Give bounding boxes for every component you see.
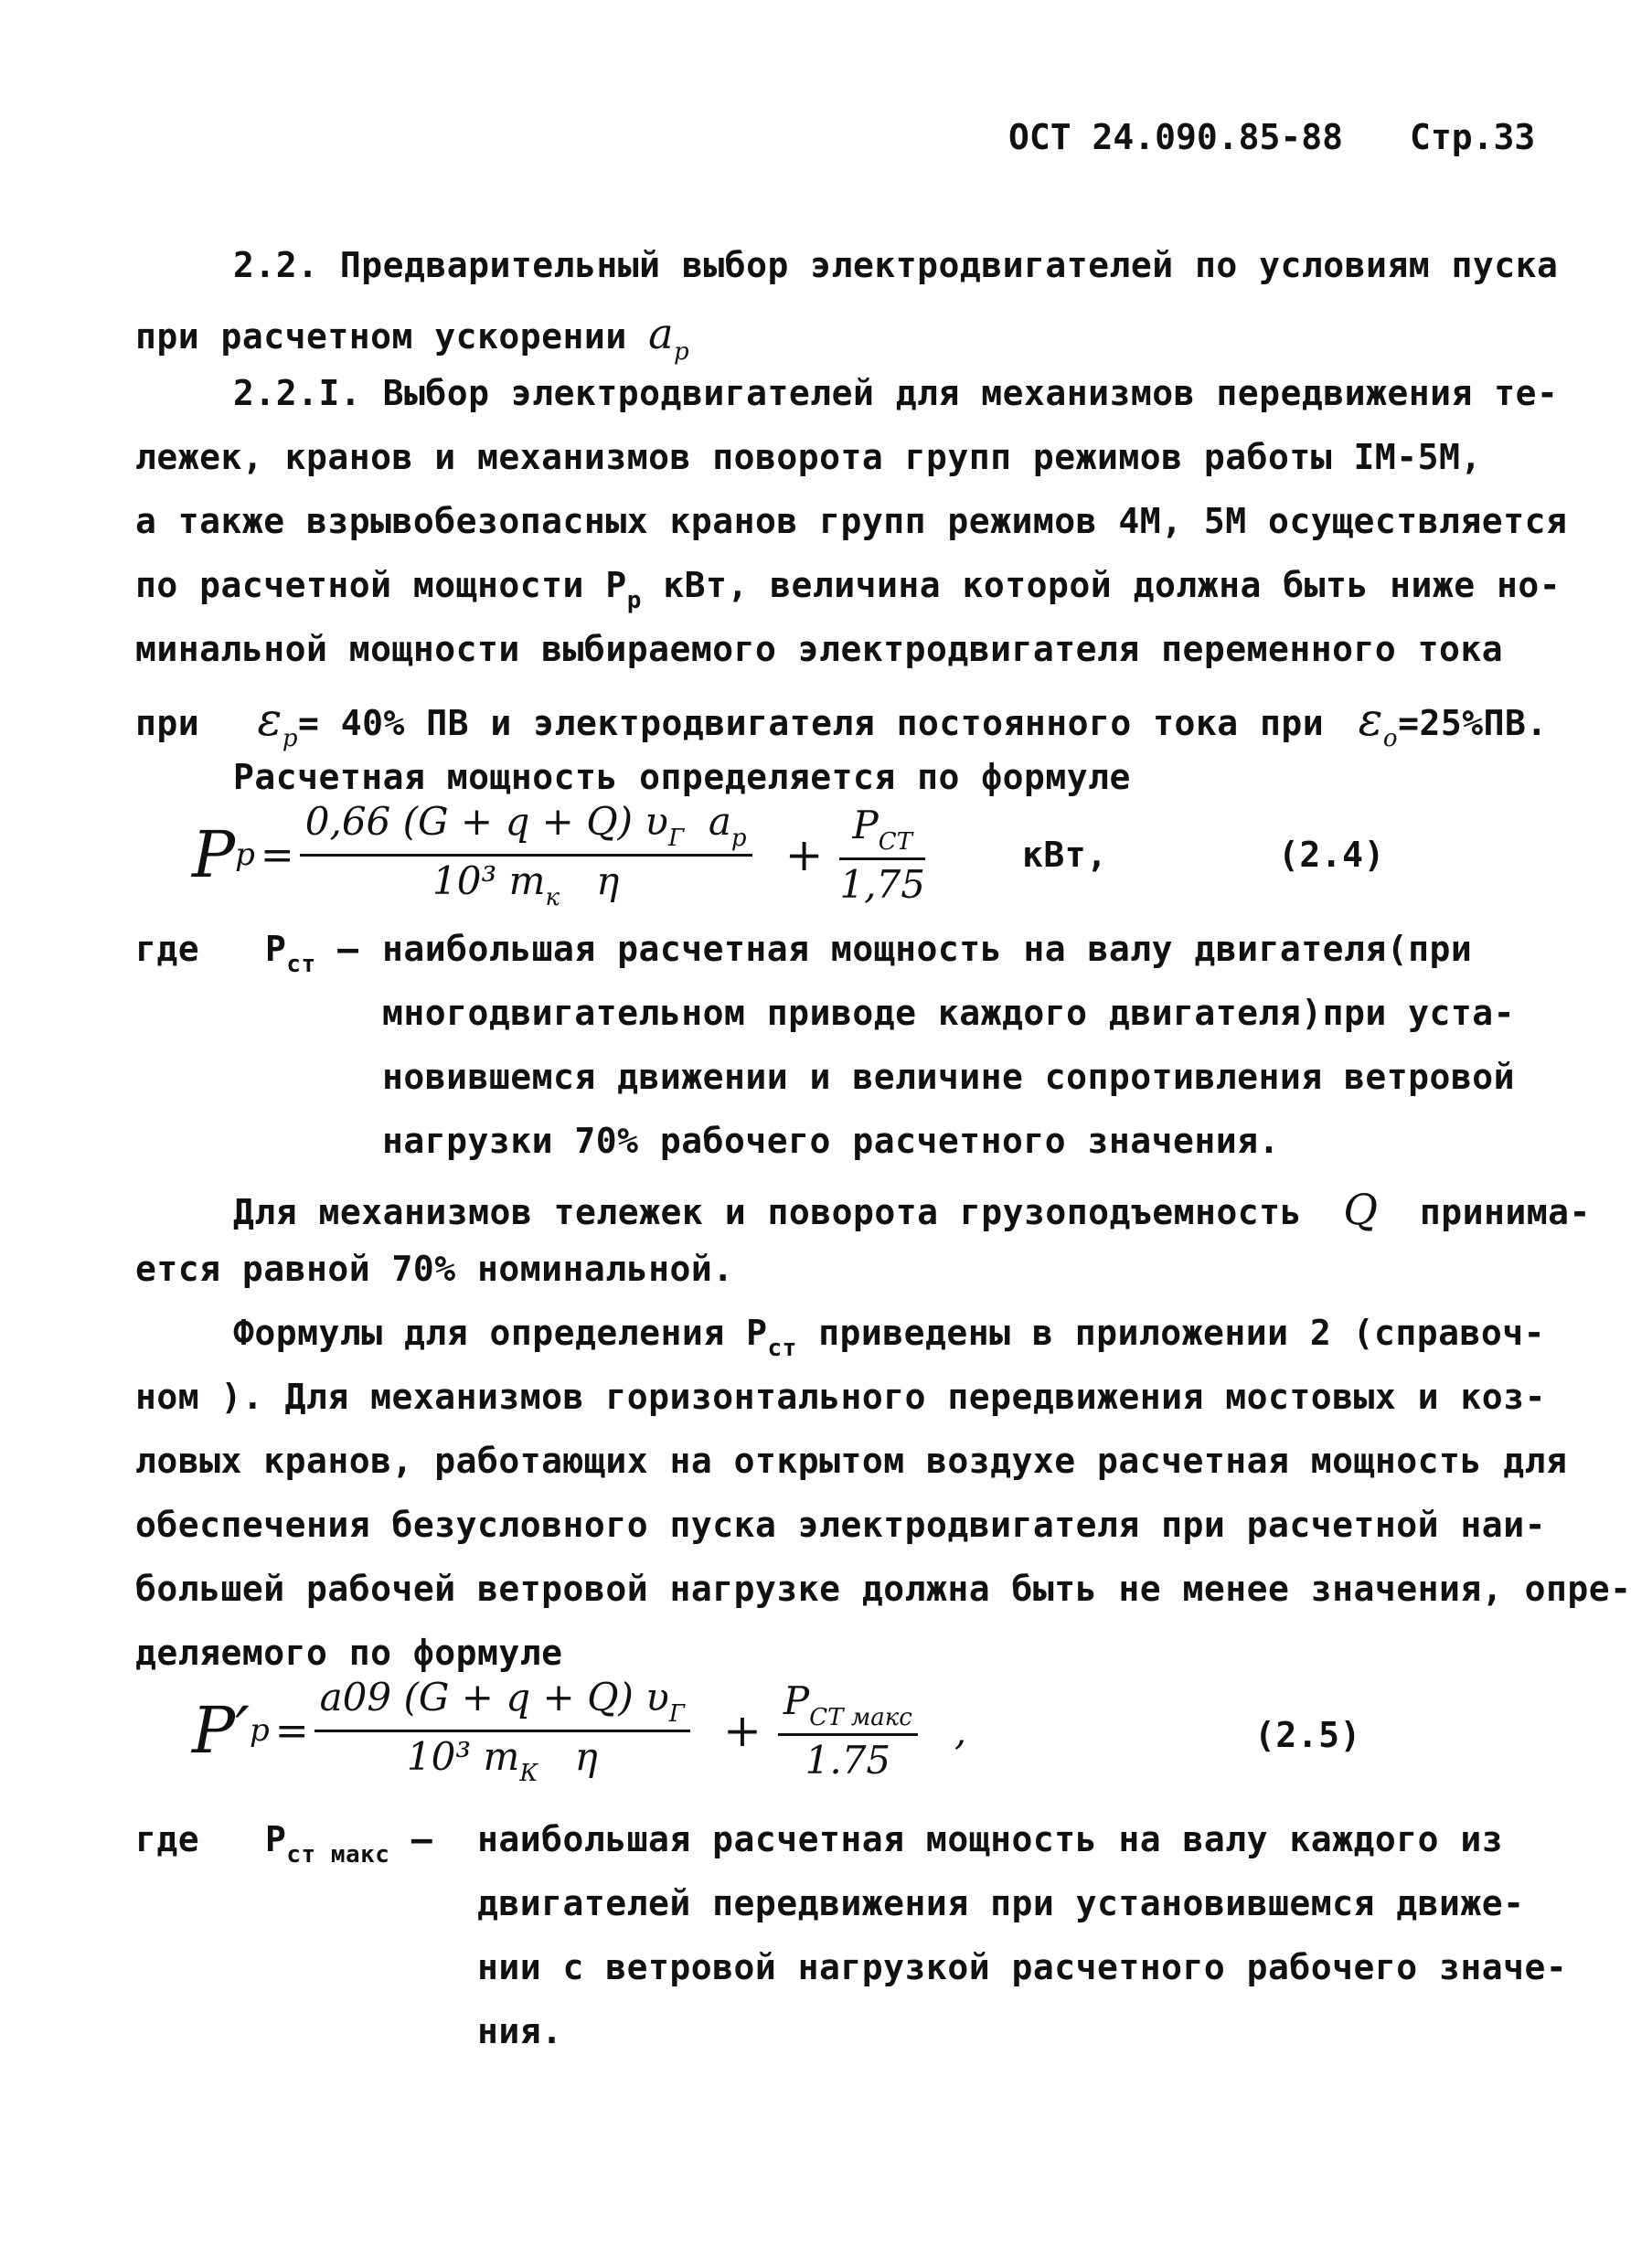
formula-2-5-numerator: a09 (G + q + Q) $\upsilon_Г$	[314, 1675, 690, 1732]
formula-2-4-denominator: 10³ $m_к$ η	[432, 857, 620, 911]
formula-2-4-label: (2.4)	[1278, 835, 1385, 875]
where-symbol-2: $P_{ст макс}$ –	[265, 1819, 433, 1869]
section-2-2-1-line2: лежек, кранов и механизмов поворота групп режимов работы IM-5M,	[135, 437, 1482, 477]
trolley-para-line2: ется равной 70% номинальной.	[135, 1249, 734, 1289]
section-2-2-1-line1: 2.2.I. Выбор электродвигателей для механизмов передвижения те-	[233, 373, 1559, 413]
where-2-line1: наибольшая расчетная мощность на валу каждого из	[477, 1819, 1504, 1859]
section-2-2-heading: 2.2. Предварительный выбор электродвигателей по условиям пуска	[233, 245, 1559, 285]
formulas-para-line2: ном ). Для механизмов горизонтального передвижения мостовых и коз-	[135, 1377, 1546, 1417]
where-symbol-1: $P_{ст}$ –	[265, 929, 359, 978]
formulas-para-line4: обеспечения безусловного пуска электродвигателя при расчетной наи-	[135, 1505, 1546, 1545]
formula-2-4-numerator: 0,66 (G + q + Q) $\upsilon_Г$ $a_p$	[300, 799, 752, 857]
page-number: Стр.33	[1410, 117, 1536, 157]
formula-intro: Расчетная мощность определяется по формуле	[233, 757, 1131, 797]
where-2-line3: нии с ветровой нагрузкой расчетного рабочего значе-	[477, 1947, 1568, 1987]
formula-2-4: P p = $\frac{0,66 (G + q + Q) \upsilon_Г a_p}{10^3 m_к \eta}$ + $\frac{P_{СТ}}{1,75}$	[192, 798, 925, 911]
formulas-para-line5: большей рабочей ветровой нагрузке должна быть не менее значения, опре-	[135, 1569, 1631, 1609]
where-1-line2: многодвигательном приводе каждого двигателя)при уста-	[382, 993, 1516, 1033]
formula-2-5-denominator: 10³ $m_К$ η	[406, 1733, 598, 1787]
formula-2-5-label: (2.5)	[1254, 1715, 1361, 1755]
where-2-line4: ния.	[477, 2011, 563, 2051]
epsilon-symbol: ε	[257, 693, 282, 746]
where-1-line3: новившемся движении и величине сопротивления ветровой	[382, 1057, 1516, 1097]
section-2-2-heading-line2: при расчетном ускорении $a_p$	[135, 309, 690, 366]
formulas-para-line3: ловых кранов, работающих на открытом воздухе расчетная мощность для	[135, 1441, 1568, 1481]
where-label-1: где	[135, 929, 200, 969]
formula-2-5: P′ p = $\frac{a09 (G + q + Q) \upsilon_Г}{10^3 m_К \eta}$ + $\frac{P_{СТ макс}}{1.75}$ ,	[192, 1674, 967, 1787]
acceleration-symbol: a	[648, 309, 675, 358]
section-2-2-1-line6: при $\varepsilon_p= 40\%$ ПВ и электродвигателя постоянного тока при $\varepsilon_o=25\%ПВ$.	[135, 693, 1548, 752]
document-number: ОСТ 24.090.85-88	[1008, 117, 1344, 157]
formula-2-4-unit: кВт,	[1022, 835, 1108, 875]
where-1-line4: нагрузки 70% рабочего расчетного значения.	[382, 1121, 1280, 1161]
where-1-line1: наибольшая расчетная мощность на валу двигателя(при	[382, 929, 1473, 969]
where-2-line2: двигателей передвижения при установившемся движе-	[477, 1883, 1525, 1923]
trolley-para-line1: Для механизмов тележек и поворота грузоподъемность Q принима-	[233, 1185, 1591, 1234]
formulas-para-line6: деляемого по формуле	[135, 1633, 563, 1673]
where-label-2: где	[135, 1819, 200, 1859]
epsilon-symbol-2: ε	[1358, 693, 1383, 746]
section-2-2-1-line5: минальной мощности выбираемого электродвигателя переменного тока	[135, 629, 1504, 669]
section-2-2-1-line4: по расчетной мощности $P_p$ кВт, величина которой должна быть ниже но-	[135, 565, 1562, 614]
formulas-para-line1: Формулы для определения $P_{ст}$ приведены в приложении 2 (справоч-	[233, 1313, 1546, 1362]
section-2-2-1-line3: а также взрывобезопасных кранов групп режимов 4M, 5M осуществляется	[135, 501, 1568, 541]
